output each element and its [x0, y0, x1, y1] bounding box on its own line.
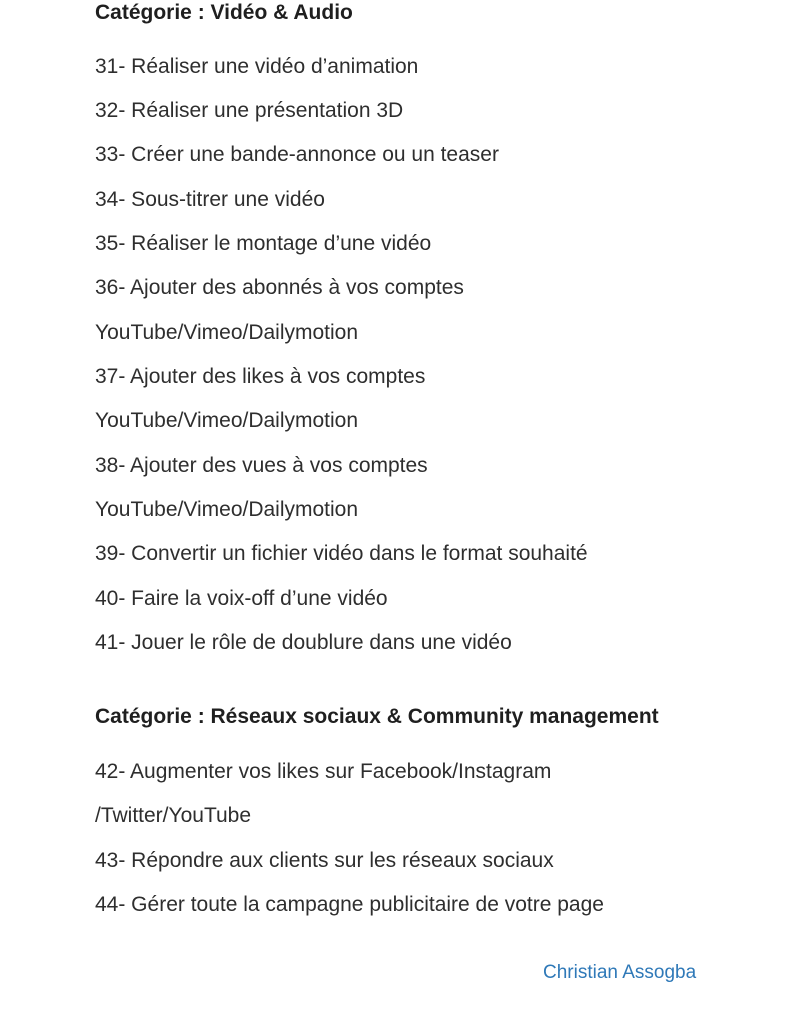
list-item: 32- Réaliser une présentation 3D — [95, 99, 404, 122]
list-item-continuation: YouTube/Vimeo/Dailymotion — [95, 409, 359, 432]
list-item: 34- Sous-titrer une vidéo — [95, 188, 325, 211]
list-item: 43- Répondre aux clients sur les réseaux sociaux — [95, 849, 554, 872]
list-item-continuation: /Twitter/YouTube — [95, 804, 252, 827]
list-item-continuation: YouTube/Vimeo/Dailymotion — [95, 321, 359, 344]
list-item: 44- Gérer toute la campagne publicitaire de votre page — [95, 893, 604, 916]
list-item: 36- Ajouter des abonnés à vos comptes — [95, 276, 464, 299]
list-item: 33- Créer une bande-annonce ou un teaser — [95, 143, 499, 166]
list-item: 40- Faire la voix-off d’une vidéo — [95, 587, 388, 610]
section-heading-social-media: Catégorie : Réseaux sociaux & Community management — [95, 705, 659, 728]
author-signature: Christian Assogba — [543, 962, 697, 983]
list-item-continuation: YouTube/Vimeo/Dailymotion — [95, 498, 359, 521]
list-item: 35- Réaliser le montage d’une vidéo — [95, 232, 432, 255]
list-item: 42- Augmenter vos likes sur Facebook/Instagram — [95, 760, 552, 783]
list-item: 39- Convertir un fichier vidéo dans le format souhaité — [95, 542, 588, 565]
list-item: 31- Réaliser une vidéo d’animation — [95, 55, 419, 78]
list-item: 41- Jouer le rôle de doublure dans une vidéo — [95, 631, 512, 654]
list-item: 38- Ajouter des vues à vos comptes — [95, 454, 428, 477]
section-heading-video-audio: Catégorie : Vidéo & Audio — [95, 1, 353, 24]
list-item: 37- Ajouter des likes à vos comptes — [95, 365, 426, 388]
